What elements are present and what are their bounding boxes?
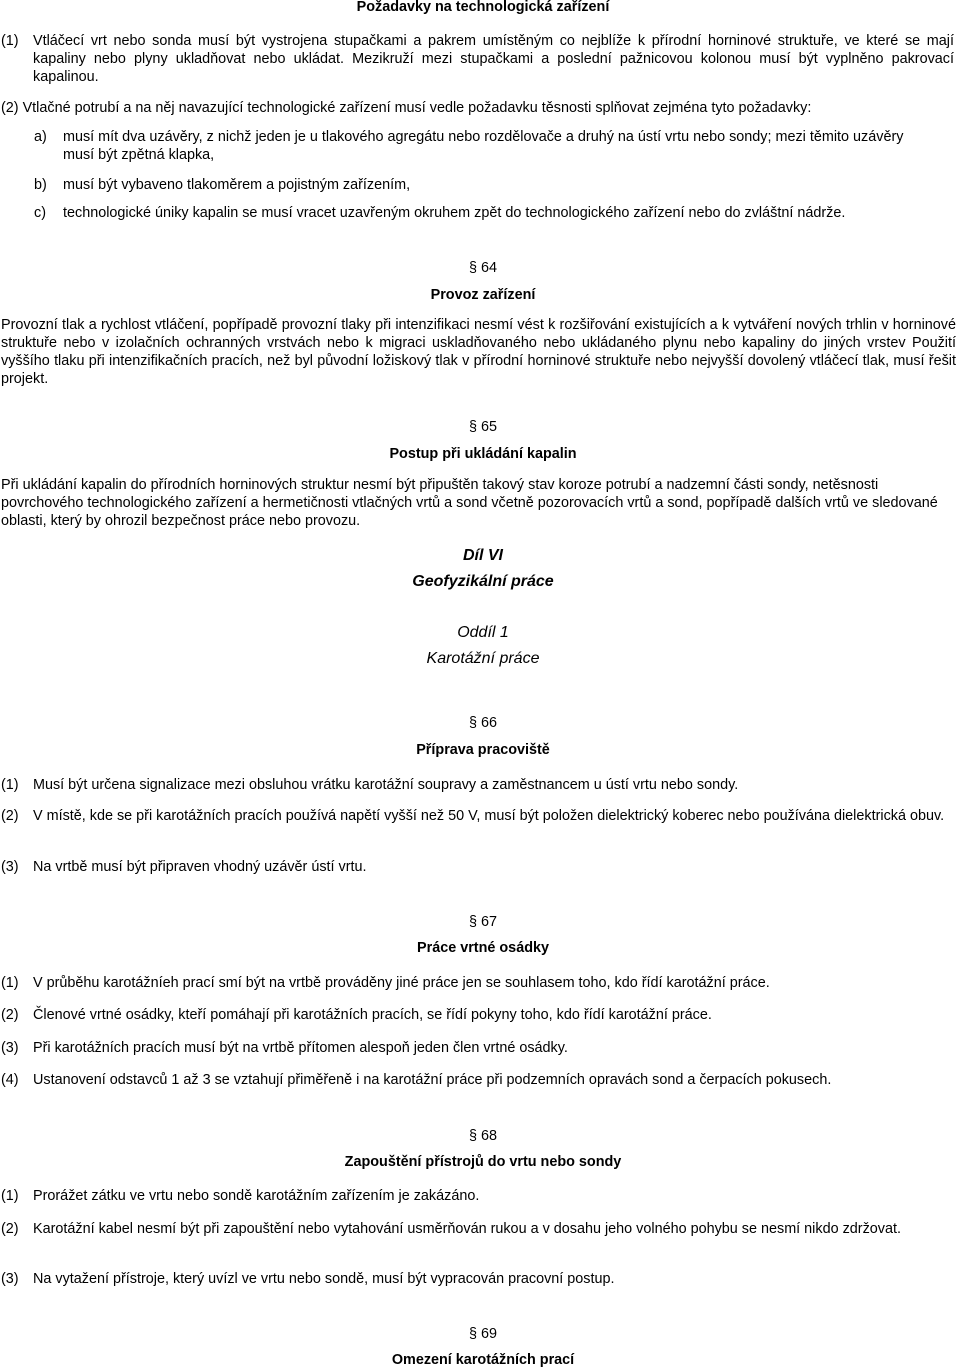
paragraph-number: (2): [1, 808, 19, 824]
part-title: Geofyzikální práce: [412, 573, 554, 590]
paragraph-number: (4): [1, 1072, 19, 1088]
section-number: § 66: [468, 715, 497, 731]
section-title: Práce vrtné osádky: [417, 940, 549, 956]
part-label: Díl VI: [462, 547, 503, 564]
paragraph-text: Ustanovení odstavců 1 až 3 se vztahují přiměřeně i na karotážní práce při podzemních opravách sond a čerpacích pokusech.: [33, 1072, 832, 1088]
paragraph-number: (3): [1, 859, 19, 875]
division-title: Karotážní práce: [426, 650, 540, 667]
section-number: § 68: [468, 1128, 497, 1144]
paragraph-2: (2) Vtlačné potrubí a na něj navazující technologické zařízení musí vedle požadavku těsnosti splňovat zejména tyto požadavky:: [1, 100, 812, 116]
section-title: Provoz zařízení: [430, 287, 536, 303]
section-title: Omezení karotážních prací: [391, 1352, 575, 1368]
list-item-text: technologické úniky kapalin se musí vracet uzavřeným okruhem zpět do technologického zařízení nebo do zvláštní nádrže.: [63, 205, 846, 221]
section-number: § 65: [468, 419, 497, 435]
section-number: § 64: [468, 260, 497, 276]
paragraph-number: (3): [1, 1271, 19, 1287]
paragraph-number: (3): [1, 1040, 19, 1056]
section-number: § 67: [468, 914, 497, 930]
section-heading: Požadavky na technologická zařízení: [356, 0, 610, 15]
section-title: Příprava pracoviště: [416, 742, 550, 758]
paragraph-number: (1): [1, 777, 19, 793]
section-text: Při ukládání kapalin do přírodních horninových struktur nesmí být připuštěn takový stav koroze potrubí a nadzemní části sondy, netěsnosti povrchového technologického zařízení a hermetičnosti vtlačných vrtů a sond včetně pozorovacích vrtů a sond, popřípadě dalších vrtů ve sledované oblasti, který by ohrozil bezpečnost práce nebo provozu.: [1, 477, 938, 529]
section-number: § 69: [468, 1326, 497, 1342]
list-item-text: musí mít dva uzávěry, z nichž jeden je u tlakového agregátu nebo rozdělovače a druhý na ústí vrtu nebo sondy; mezi těmito uzávěry musí být zpětná klapka,: [63, 129, 904, 163]
paragraph-text: Vtláčecí vrt nebo sonda musí být vystrojena stupačkami a pakrem umístěným co nejblíže k přírodní horninové struktuře, ve které se mají kapaliny nebo plyny ukladňovat nebo ukládat. Mezikruží mezi stupačkami a poslední pažnicovou kolonou musí být vyplněno pakrovací kapalinou.: [33, 33, 954, 85]
paragraph-number: (2): [1, 1007, 19, 1023]
paragraph-number: (1): [1, 975, 19, 991]
list-item-text: musí být vybaveno tlakoměrem a pojistným zařízením,: [63, 177, 411, 193]
paragraph-text: Karotážní kabel nesmí být při zapouštění nebo vytahování usměrňován rukou a v dosahu jeho volného pohybu se nesmí nikdo zdržovat.: [33, 1221, 901, 1237]
paragraph-text: Musí být určena signalizace mezi obsluhou vrátku karotážní soupravy a zaměstnancem u ústí vrtu nebo sondy.: [33, 777, 739, 793]
paragraph-text: V průběhu karotážníeh prací smí být na vrtbě prováděny jiné práce jen se souhlasem toho, kdo řídí karotážní práce.: [33, 975, 770, 991]
paragraph-text: V místě, kde se při karotážních pracích používá napětí vyšší než 50 V, musí být položen dielektrický koberec nebo používána dielektrická obuv.: [33, 808, 945, 824]
section-text: Provozní tlak a rychlost vtláčení, popřípadě provozní tlaky při intenzifikaci nesmí vést k rozšiřování existujících a k vytváření nových trhlin v horninové struktuře nebo v izolačních ochranných vrstvách nebo k migraci uskladňovaného nebo ukládaného plynu nebo kapaliny do jiných vrstev Použití vyššího tlaku při intenzifikačních pracích, než byl původní ložiskový tlak v přírodní horninové struktuře nebo nejvyšší dovolený vtláčecí tlak, musí řešit projekt.: [1, 317, 956, 387]
section-title: Zapouštění přístrojů do vrtu nebo sondy: [344, 1154, 622, 1170]
paragraph-text: Na vytažení přístroje, který uvízl ve vrtu nebo sondě, musí být vypracován pracovní postup.: [33, 1271, 615, 1287]
paragraph-text: Při karotážních pracích musí být na vrtbě přítomen alespoň jeden člen vrtné osádky.: [33, 1040, 568, 1056]
paragraph-number: (1): [1, 33, 19, 49]
paragraph-text: Na vrtbě musí být připraven vhodný uzávěr ústí vrtu.: [33, 859, 367, 875]
list-marker: a): [34, 129, 47, 145]
paragraph-text: Členové vrtné osádky, kteří pomáhají při karotážních pracích, se řídí pokyny toho, kdo řídí karotážní práce.: [33, 1007, 712, 1023]
list-marker: c): [34, 205, 46, 221]
list-marker: b): [34, 177, 47, 193]
section-title: Postup při ukládání kapalin: [389, 446, 577, 462]
paragraph-number: (2): [1, 1221, 19, 1237]
paragraph-text: Prorážet zátku ve vrtu nebo sondě karotážním zařízením je zakázáno.: [33, 1188, 480, 1204]
division-label: Oddíl 1: [457, 624, 509, 641]
paragraph-number: (1): [1, 1188, 19, 1204]
